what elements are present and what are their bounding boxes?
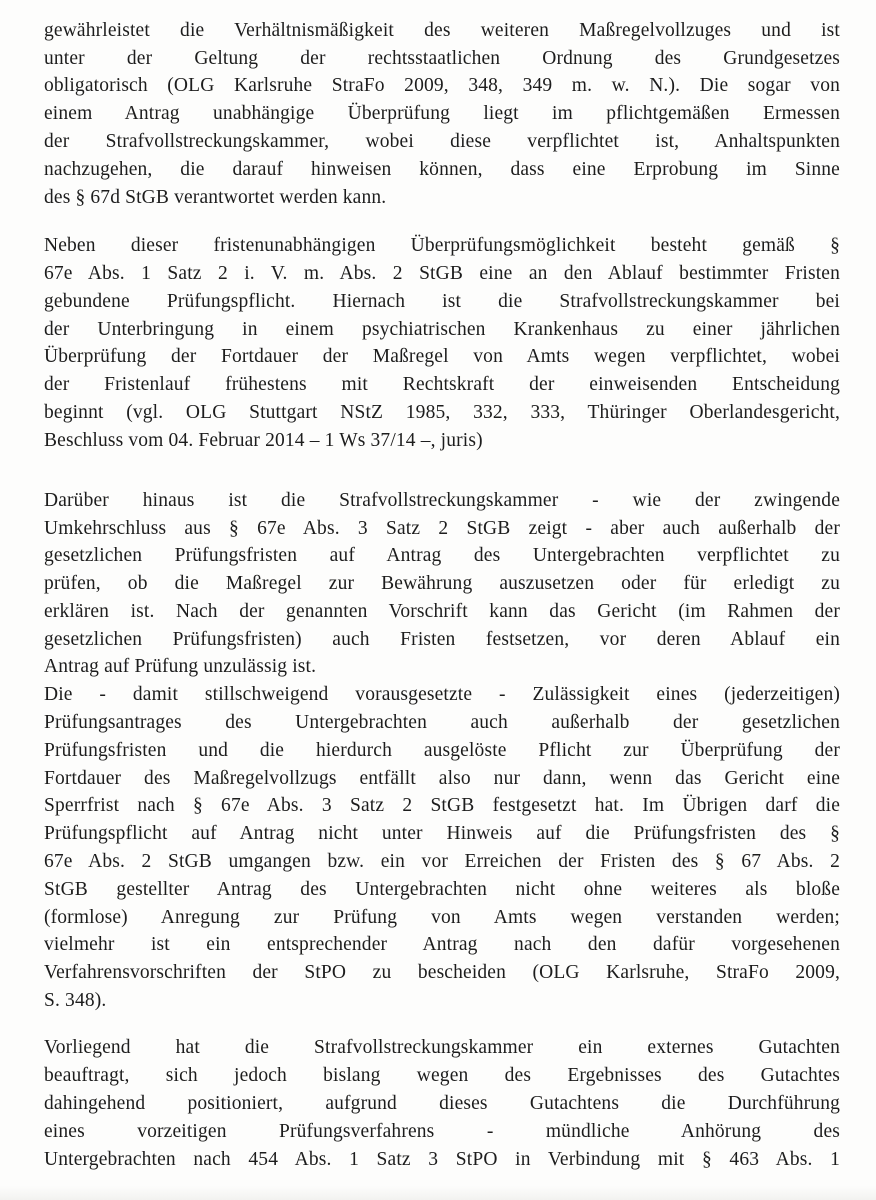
paragraph-3-line-19: S. 348). bbox=[44, 990, 107, 1011]
paragraph-4-line-5: Untergebrachten nach 454 Abs. 1 Satz 3 StPO in Verbindung mit § 463 Abs. 1 bbox=[44, 1149, 840, 1170]
paragraph-1-line-6: nachzugehen, die darauf hinweisen können, dass eine Erprobung im Sinne bbox=[44, 159, 840, 180]
paragraph-3-line-1: Darüber hinaus ist die Strafvollstreckungskammer - wie der zwingende bbox=[44, 490, 840, 511]
paragraph-3-line-3: gesetzlichen Prüfungsfristen auf Antrag des Untergebrachten verpflichtet zu bbox=[44, 545, 840, 566]
paragraph-3-line-14: 67e Abs. 2 StGB umgangen bzw. ein vor Erreichen der Fristen des § 67 Abs. 2 bbox=[44, 851, 840, 872]
paragraph-3-line-13: Prüfungspflicht auf Antrag nicht unter Hinweis auf die Prüfungsfristen des § bbox=[44, 823, 840, 844]
paragraph-3-line-6: gesetzlichen Prüfungsfristen) auch Fristen festsetzen, vor deren Ablauf ein bbox=[44, 629, 840, 650]
paragraph-3-line-12: Sperrfrist nach § 67e Abs. 3 Satz 2 StGB festgesetzt hat. Im Übrigen darf die bbox=[44, 795, 840, 816]
paragraph-1-line-4: einem Antrag unabhängige Überprüfung liegt im pflichtgemäßen Ermessen bbox=[44, 103, 840, 124]
paragraph-4-line-1: Vorliegend hat die Strafvollstreckungskammer ein externes Gutachten bbox=[44, 1037, 840, 1058]
paragraph-1-line-7: des § 67d StGB verantwortet werden kann. bbox=[44, 187, 387, 208]
paragraph-3-line-17: vielmehr ist ein entsprechender Antrag nach den dafür vorgesehenen bbox=[44, 934, 840, 955]
paragraph-1-line-2: unter der Geltung der rechtsstaatlichen Ordnung des Grundgesetzes bbox=[44, 48, 840, 69]
paragraph-3-line-10: Prüfungsfristen und die hierdurch ausgelöste Pflicht zur Überprüfung der bbox=[44, 740, 840, 761]
paragraph-3-line-8: Die - damit stillschweigend vorausgesetzte - Zulässigkeit eines (jederzeitigen) bbox=[44, 684, 840, 705]
paragraph-3-line-11: Fortdauer des Maßregelvollzugs entfällt also nur dann, wenn das Gericht eine bbox=[44, 768, 840, 789]
paragraph-3-line-18: Verfahrensvorschriften der StPO zu bescheiden (OLG Karlsruhe, StraFo 2009, bbox=[44, 962, 840, 983]
paragraph-2-line-2: 67e Abs. 1 Satz 2 i. V. m. Abs. 2 StGB eine an den Ablauf bestimmter Fristen bbox=[44, 263, 840, 284]
paragraph-3-line-5: erklären ist. Nach der genannten Vorschrift kann das Gericht (im Rahmen der bbox=[44, 601, 840, 622]
paragraph-3-line-7: Antrag auf Prüfung unzulässig ist. bbox=[44, 656, 317, 677]
paragraph-2-line-3: gebundene Prüfungspflicht. Hiernach ist die Strafvollstreckungskammer bei bbox=[44, 291, 840, 312]
paragraph-1-line-3: obligatorisch (OLG Karlsruhe StraFo 2009, 348, 349 m. w. N.). Die sogar von bbox=[44, 75, 840, 96]
page-bottom-edge bbox=[0, 1186, 876, 1200]
paragraph-2-line-5: Überprüfung der Fortdauer der Maßregel von Amts wegen verpflichtet, wobei bbox=[44, 346, 840, 367]
paragraph-2-line-8: Beschluss vom 04. Februar 2014 – 1 Ws 37/14 –, juris) bbox=[44, 430, 483, 451]
paragraph-3-line-15: StGB gestellter Antrag des Untergebrachten nicht ohne weiteres als bloße bbox=[44, 879, 840, 900]
paragraph-4-line-3: dahingehend positioniert, aufgrund dieses Gutachtens die Durchführung bbox=[44, 1093, 840, 1114]
paragraph-3-line-4: prüfen, ob die Maßregel zur Bewährung auszusetzen oder für erledigt zu bbox=[44, 573, 840, 594]
paragraph-2-line-6: der Fristenlauf frühestens mit Rechtskraft der einweisenden Entscheidung bbox=[44, 374, 840, 395]
paragraph-2-line-7: beginnt (vgl. OLG Stuttgart NStZ 1985, 332, 333, Thüringer Oberlandesgericht, bbox=[44, 402, 840, 423]
paragraph-4-line-2: beauftragt, sich jedoch bislang wegen des Ergebnisses des Gutachtes bbox=[44, 1065, 840, 1086]
paragraph-2-line-1: Neben dieser fristenunabhängigen Überprüfungsmöglichkeit besteht gemäß § bbox=[44, 235, 840, 256]
paragraph-3-line-2: Umkehrschluss aus § 67e Abs. 3 Satz 2 StGB zeigt - aber auch außerhalb der bbox=[44, 518, 840, 539]
paragraph-3-line-9: Prüfungsantrages des Untergebrachten auch außerhalb der gesetzlichen bbox=[44, 712, 840, 733]
paragraph-3-line-16: (formlose) Anregung zur Prüfung von Amts wegen verstanden werden; bbox=[44, 907, 840, 928]
paragraph-1-line-1: gewährleistet die Verhältnismäßigkeit des weiteren Maßregelvollzuges und ist bbox=[44, 20, 840, 41]
paragraph-2-line-4: der Unterbringung in einem psychiatrischen Krankenhaus zu einer jährlichen bbox=[44, 319, 840, 340]
paragraph-1-line-5: der Strafvollstreckungskammer, wobei diese verpflichtet ist, Anhaltspunkten bbox=[44, 131, 840, 152]
paragraph-4-line-4: eines vorzeitigen Prüfungsverfahrens - mündliche Anhörung des bbox=[44, 1121, 840, 1142]
